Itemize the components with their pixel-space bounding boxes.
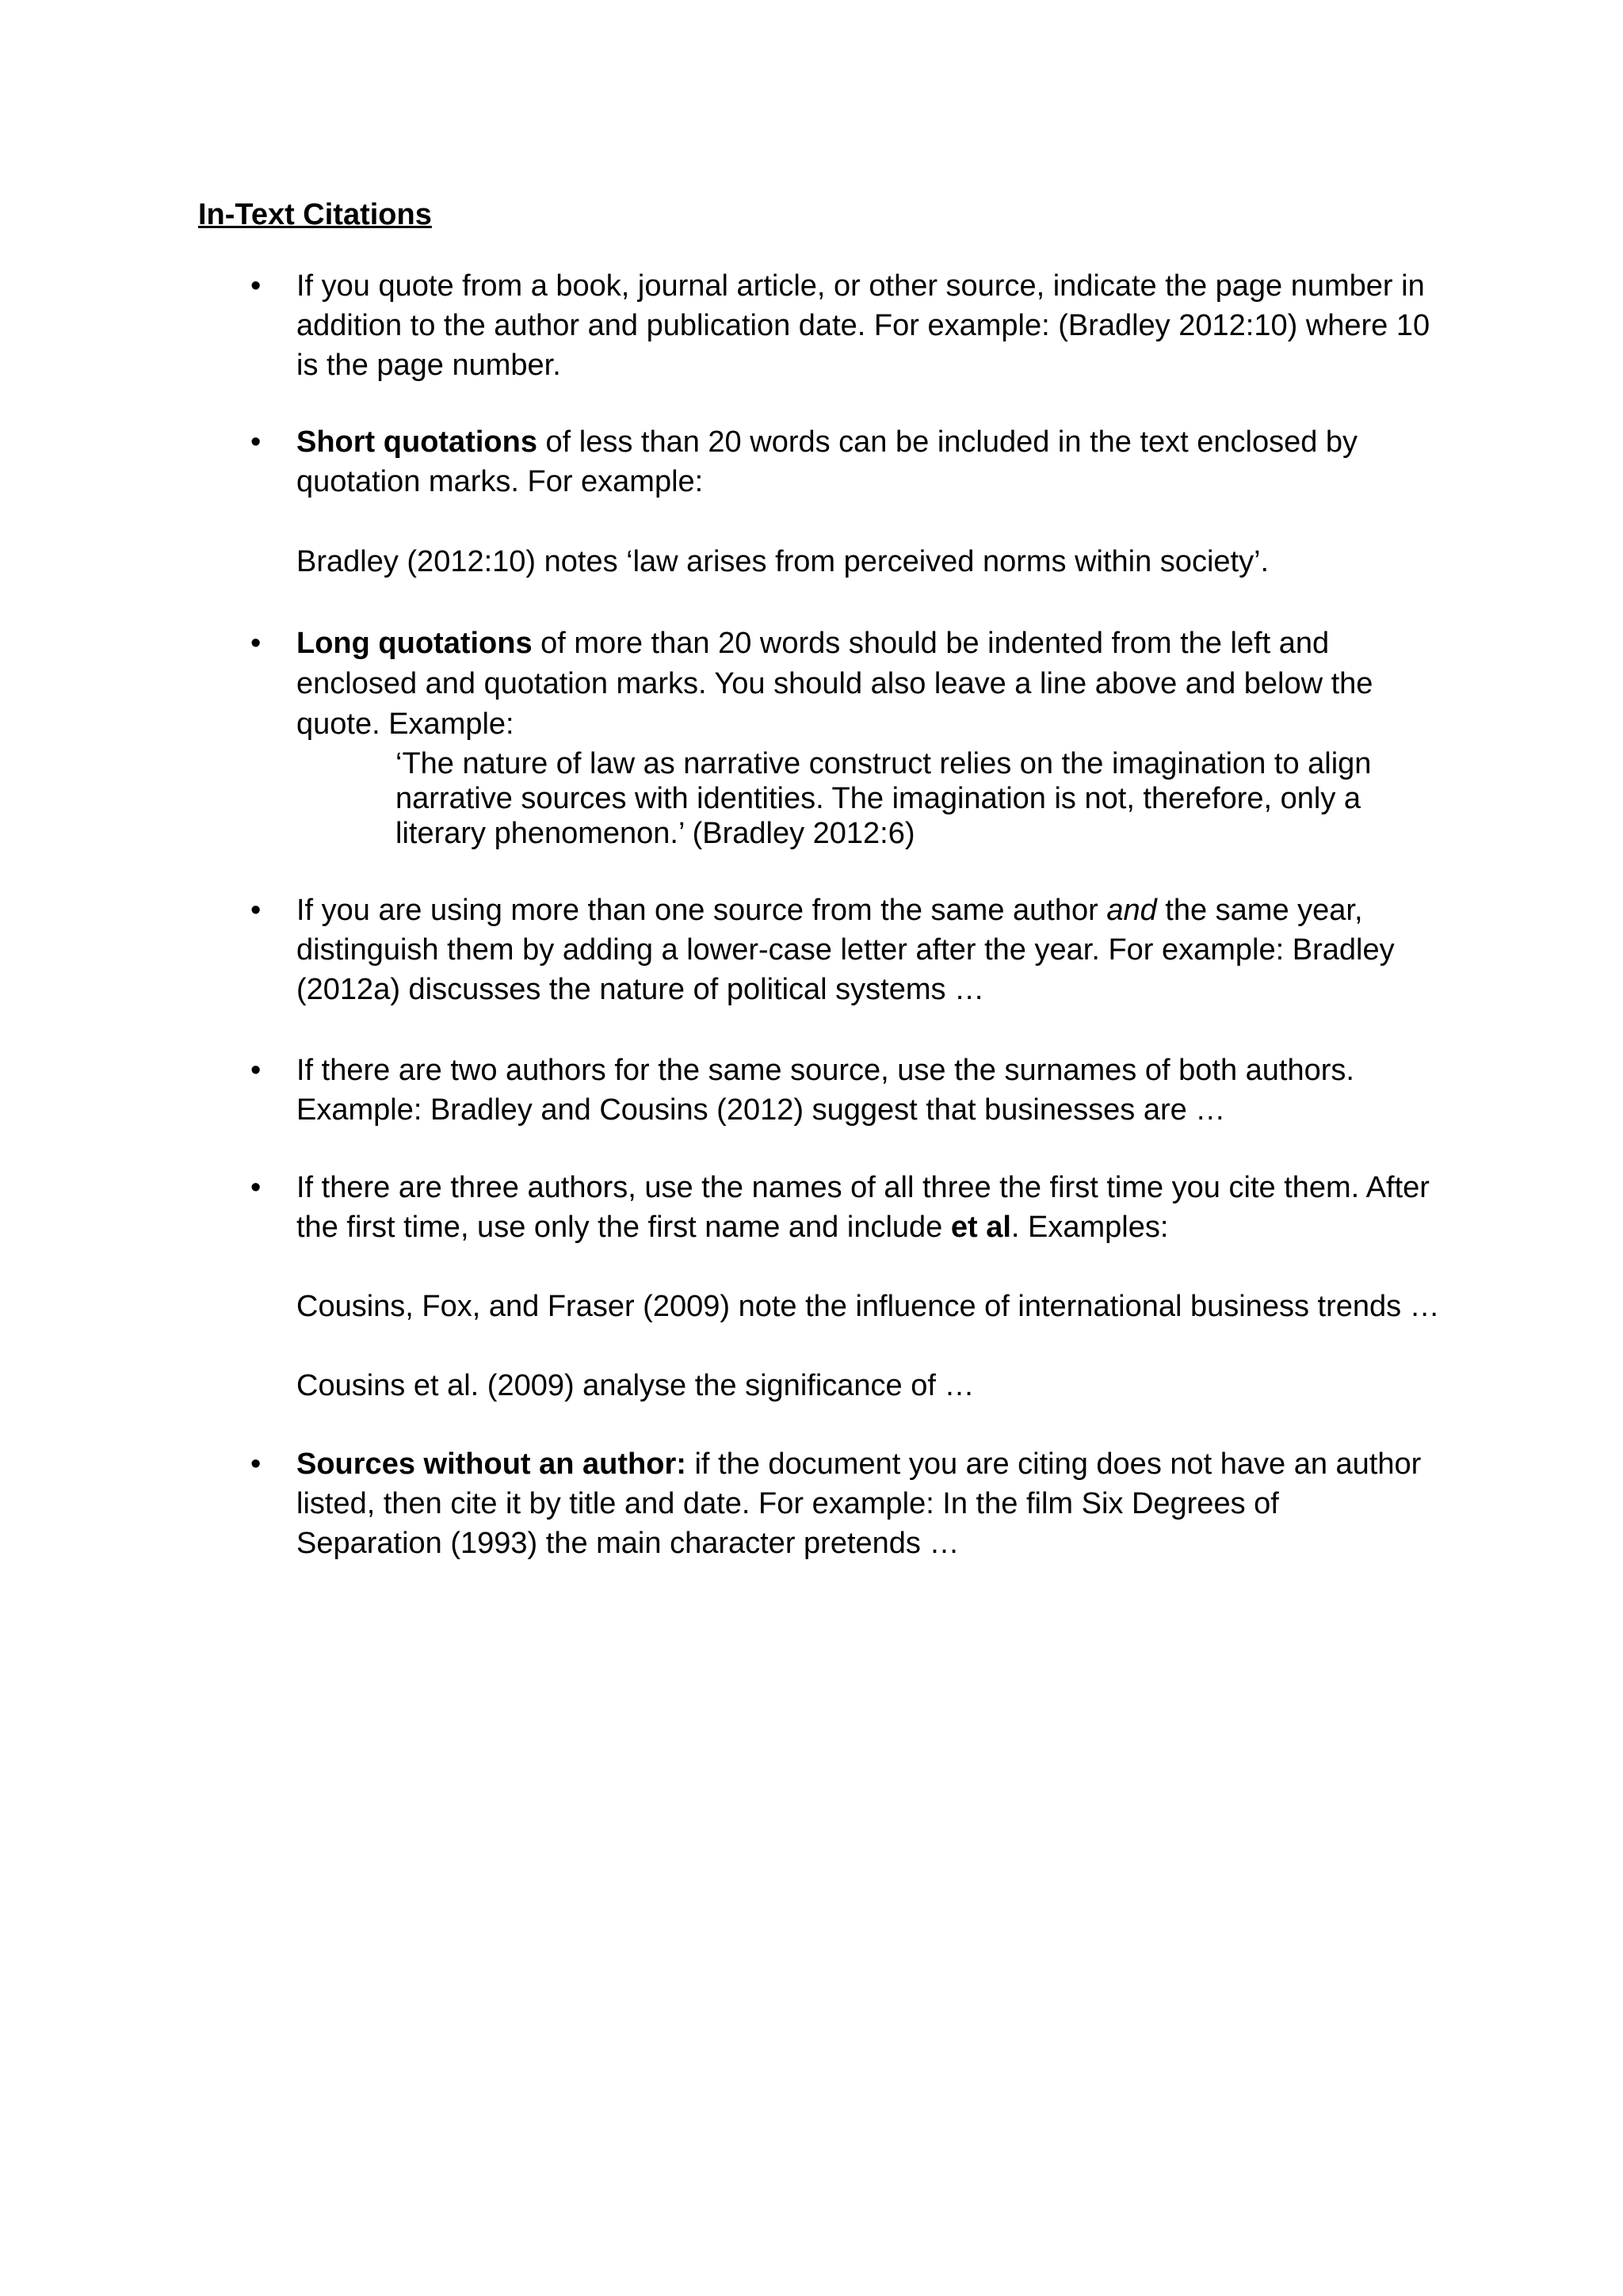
item-6-example-2: Cousins et al. (2009) analyse the significance of … — [296, 1369, 975, 1402]
item-2-bold-term: Short quotations — [296, 425, 537, 459]
item-2-line-2: quotation marks. For example: — [296, 465, 704, 498]
block-quote-line-3: literary phenomenon.’ (Bradley 2012:6) — [395, 817, 915, 850]
item-3-line-3: quote. Example: — [296, 707, 514, 741]
bullet-7: • — [250, 1447, 262, 1481]
section-heading: In-Text Citations — [198, 198, 432, 231]
bullet-5: • — [250, 1054, 262, 1087]
bullet-1: • — [250, 269, 262, 303]
item-6-example-1: Cousins, Fox, and Fraser (2009) note the influence of international business trends … — [296, 1290, 1440, 1323]
item-7-line-2: listed, then cite it by title and date. For example: In the film Six Degrees of — [296, 1487, 1279, 1520]
item-6-line-1: If there are three authors, use the names of all three the first time you cite them. After — [296, 1171, 1430, 1204]
item-6-line-2-b: . Examples: — [1010, 1211, 1169, 1244]
item-3-line-2: enclosed and quotation marks. You should also leave a line above and below the — [296, 667, 1373, 700]
bullet-6: • — [250, 1171, 262, 1204]
item-3-line-1 — [296, 624, 1329, 663]
bullet-2: • — [250, 425, 262, 459]
item-7-line-1 — [296, 1444, 1421, 1484]
item-1-line-2: addition to the author and publication date. For example: (Bradley 2012:10) where 10 — [296, 309, 1430, 342]
item-2-line-1-rest: of less than 20 words can be included in the text enclosed by — [537, 425, 1358, 459]
item-7-line-1-rest: if the document you are citing does not have an author — [685, 1447, 1422, 1481]
bullet-3: • — [250, 627, 262, 660]
item-1-line-1: If you quote from a book, journal article, or other source, indicate the page number in — [296, 269, 1425, 303]
item-7-line-3: Separation (1993) the main character pretends … — [296, 1527, 960, 1560]
item-3-line-1-rest: of more than 20 words should be indented from the left and — [532, 627, 1330, 660]
item-6-line-2 — [296, 1207, 1168, 1247]
item-5-line-2: Example: Bradley and Cousins (2012) suggest that businesses are … — [296, 1093, 1226, 1127]
item-4-line-2: distinguish them by adding a lower-case letter after the year. For example: Bradley — [296, 933, 1395, 967]
item-4-line-1-a: If you are using more than one source from the same author — [296, 894, 1107, 927]
item-4-italic-and: and — [1106, 894, 1157, 927]
block-quote-line-1: ‘The nature of law as narrative construct relies on the imagination to align — [395, 747, 1372, 780]
item-5-line-1: If there are two authors for the same source, use the surnames of both authors. — [296, 1054, 1354, 1087]
item-2-example: Bradley (2012:10) notes ‘law arises from perceived norms within society’. — [296, 545, 1270, 578]
item-2-line-1 — [296, 422, 1358, 462]
item-3-bold-term: Long quotations — [296, 627, 533, 660]
item-6-line-2-a: the first time, use only the first name and include — [296, 1211, 951, 1244]
item-1-line-3: is the page number. — [296, 349, 561, 382]
item-4-line-3: (2012a) discusses the nature of political systems … — [296, 973, 985, 1006]
block-quote-line-2: narrative sources with identities. The imagination is not, therefore, only a — [395, 782, 1361, 815]
item-4-line-1 — [296, 891, 1363, 930]
item-7-bold-term: Sources without an author: — [296, 1447, 686, 1481]
bullet-4: • — [250, 894, 262, 927]
item-6-bold-et-al: et al — [950, 1211, 1011, 1244]
item-4-line-1-b: the same year, — [1156, 894, 1363, 927]
